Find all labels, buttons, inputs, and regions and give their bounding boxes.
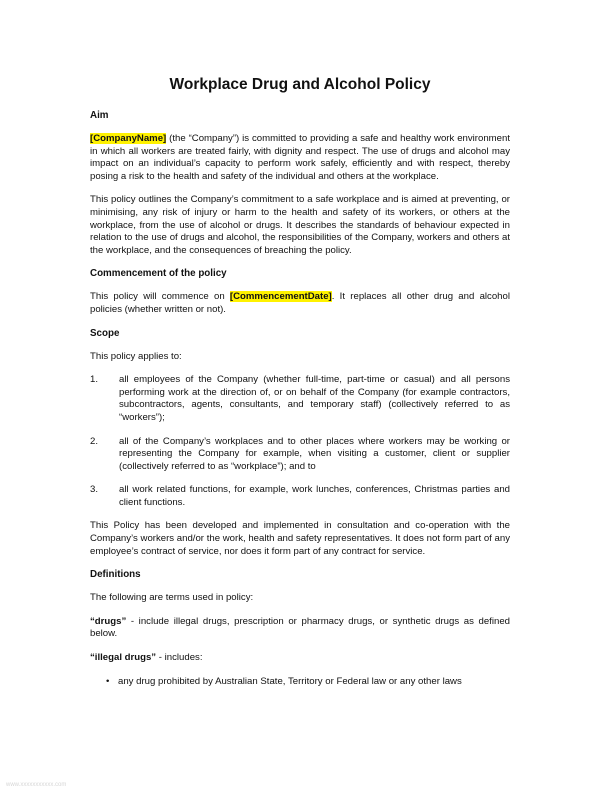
scope-intro: This policy applies to: xyxy=(90,350,182,362)
aim-paragraph-2: This policy outlines the Company’s commitment to a safe workplace and is aimed at preventing, or minimising, any risk of injury or harm to the health and safety of its workers, or others at the workplace, from the use of alcohol or drugs. It describes the standards of behaviour expected in relation to the use of drugs and alcohol, the responsibilities of the Company, workers and others at the workplace, and the consequences of breaching the policy. xyxy=(90,194,510,256)
commencement-date-field: [CommencementDate] xyxy=(229,291,332,303)
aim-heading: Aim xyxy=(90,110,109,121)
scope-item-number: 1. xyxy=(90,374,99,386)
definitions-intro: The following are terms used in policy: xyxy=(90,592,254,604)
aim-paragraph-1-text: (the “Company”) is committed to providing a safe and healthy work environment in which all workers are treated fairly, with dignity and respect. The use of drugs and alcohol may impact on an individual’s capacity to perform work safely, efficiently and with respect, thereby posing a risk to the health and safety of the individual and others at the workplace. xyxy=(90,133,510,182)
definition-drugs xyxy=(90,616,510,641)
scope-item-text: all work related functions, for example, work lunches, conferences, Christmas parties and client functions. xyxy=(119,484,510,508)
commencement-heading: Commencement of the policy xyxy=(90,268,227,280)
drugs-term: “drugs” xyxy=(90,615,127,627)
commencement-text-post: . It replaces all other drug and alcohol policies (whether written or not). xyxy=(90,291,510,315)
commencement-text-pre: This policy will commence on xyxy=(90,291,230,303)
scope-item-3 xyxy=(90,484,510,509)
drugs-definition: - include illegal drugs, prescription or pharmacy drugs, or synthetic drugs as defined below. xyxy=(90,615,510,640)
scope-item-2 xyxy=(90,436,510,474)
scope-heading: Scope xyxy=(90,327,120,339)
illegal-drugs-bullet-1 xyxy=(90,676,510,689)
aim-paragraph-1 xyxy=(90,133,510,183)
document-title: Workplace Drug and Alcohol Policy xyxy=(169,76,431,93)
commencement-paragraph xyxy=(90,291,510,316)
watermark-text: www.xxxxxxxxxxx.com xyxy=(6,782,67,789)
scope-item-number: 2. xyxy=(90,435,99,447)
bullet-text: any drug prohibited by Australian State, Territory or Federal law or any other laws xyxy=(118,675,462,687)
scope-item-text: all of the Company’s workplaces and to other places where workers may be working or representing the Company for example, when visiting a customer, client or supplier (collectively referred to as “workplace”); and to xyxy=(119,435,510,472)
bullet-icon: • xyxy=(106,675,110,687)
definition-illegal-drugs xyxy=(90,652,510,665)
scope-item-1 xyxy=(90,374,510,424)
scope-item-text: all employees of the Company (whether full-time, part-time or casual) and all persons performing work at the direction of, or on behalf of the Company (for example contractors, subcontractors, agents, consultants, and temporary staff) (collectively referred to as “workers”); xyxy=(119,374,510,423)
company-name-field: [CompanyName] xyxy=(90,133,167,144)
definitions-heading: Definitions xyxy=(90,569,141,581)
scope-closing: This Policy has been developed and implemented in consultation and co-operation with the Company’s workers and/or the work, health and safety representatives. It does not form part of any employee’s contract of service, nor does it form part of any contract for service. xyxy=(90,520,510,557)
illegal-drugs-definition: - includes: xyxy=(156,652,203,664)
scope-item-number: 3. xyxy=(90,484,99,496)
illegal-drugs-term: “illegal drugs” xyxy=(90,652,157,664)
